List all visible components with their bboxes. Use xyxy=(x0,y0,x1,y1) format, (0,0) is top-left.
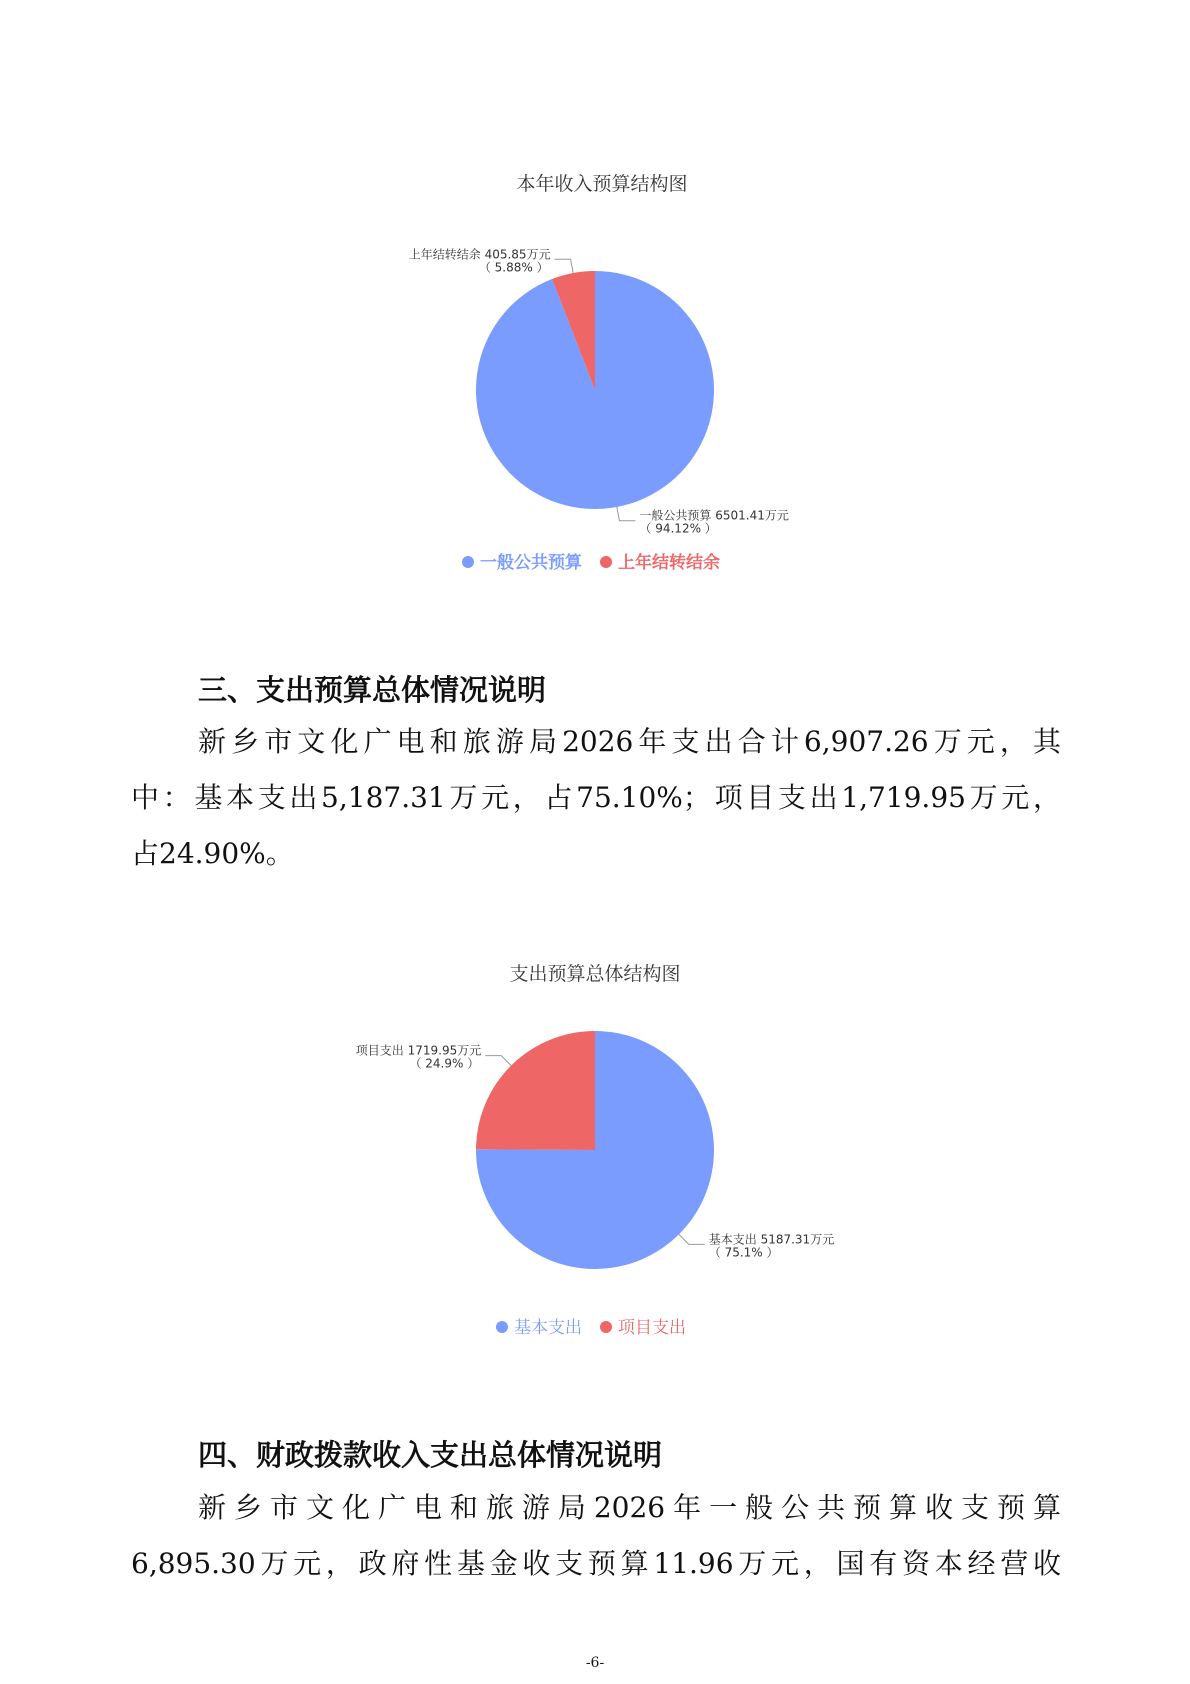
legend-item: 上年结转结余 xyxy=(618,553,720,573)
slice-label: 上年结转结余 405.85万元 xyxy=(408,247,551,262)
legend-item: 基本支出 xyxy=(514,1318,582,1338)
section3-paragraph xyxy=(131,714,1061,882)
pie-slice-0 xyxy=(476,271,714,509)
legend-item: 项目支出 xyxy=(618,1318,686,1338)
slice-percent-label: （ 24.9% ） xyxy=(409,1056,480,1071)
section4-line-1: 新乡市文化广电和旅游局2026年一般公共预算收支预算 xyxy=(198,1491,1061,1524)
label-leader-line xyxy=(679,1234,705,1244)
legend-dot xyxy=(600,556,612,568)
chart-title: 支出预算总体结构图 xyxy=(509,963,681,985)
chart-title: 本年收入预算结构图 xyxy=(516,173,688,195)
section3-line-1: 新乡市文化广电和旅游局2026年支出合计6,907.26万元，其 xyxy=(198,725,1061,758)
section3-line-3: 占24.90%。 xyxy=(131,837,294,870)
section3-line-2: 中：基本支出5,187.31万元，占75.10%；项目支出1,719.95万元， xyxy=(131,781,1061,814)
legend-dot xyxy=(496,1321,508,1333)
section4-paragraph xyxy=(131,1480,1061,1592)
section3-heading: 三、支出预算总体情况说明 xyxy=(198,673,547,707)
section4-heading: 四、财政拨款收入支出总体情况说明 xyxy=(198,1438,663,1472)
expenditure-pie-svg xyxy=(0,955,1190,1355)
label-leader-line xyxy=(617,507,636,521)
label-leader-line xyxy=(555,259,574,273)
expenditure-structure-chart xyxy=(0,955,1190,1355)
legend-dot xyxy=(462,556,474,568)
label-leader-line xyxy=(485,1056,511,1066)
slice-label: 基本支出 5187.31万元 xyxy=(708,1232,835,1247)
slice-label: 一般公共预算 6501.41万元 xyxy=(639,508,789,523)
slice-percent-label: （ 94.12% ） xyxy=(639,521,717,536)
slice-label: 项目支出 1719.95万元 xyxy=(355,1043,482,1058)
slice-percent-label: （ 5.88% ） xyxy=(478,260,549,275)
slice-percent-label: （ 75.1% ） xyxy=(708,1245,779,1260)
income-pie-svg xyxy=(0,160,1190,590)
legend-dot xyxy=(600,1321,612,1333)
income-structure-chart xyxy=(0,160,1190,590)
pie-slice-1 xyxy=(476,1031,595,1150)
section4-line-2: 6,895.30万元，政府性基金收支预算11.96万元，国有资本经营收 xyxy=(131,1547,1061,1580)
legend-item: 一般公共预算 xyxy=(480,553,582,573)
page-number: -6- xyxy=(585,1655,605,1671)
